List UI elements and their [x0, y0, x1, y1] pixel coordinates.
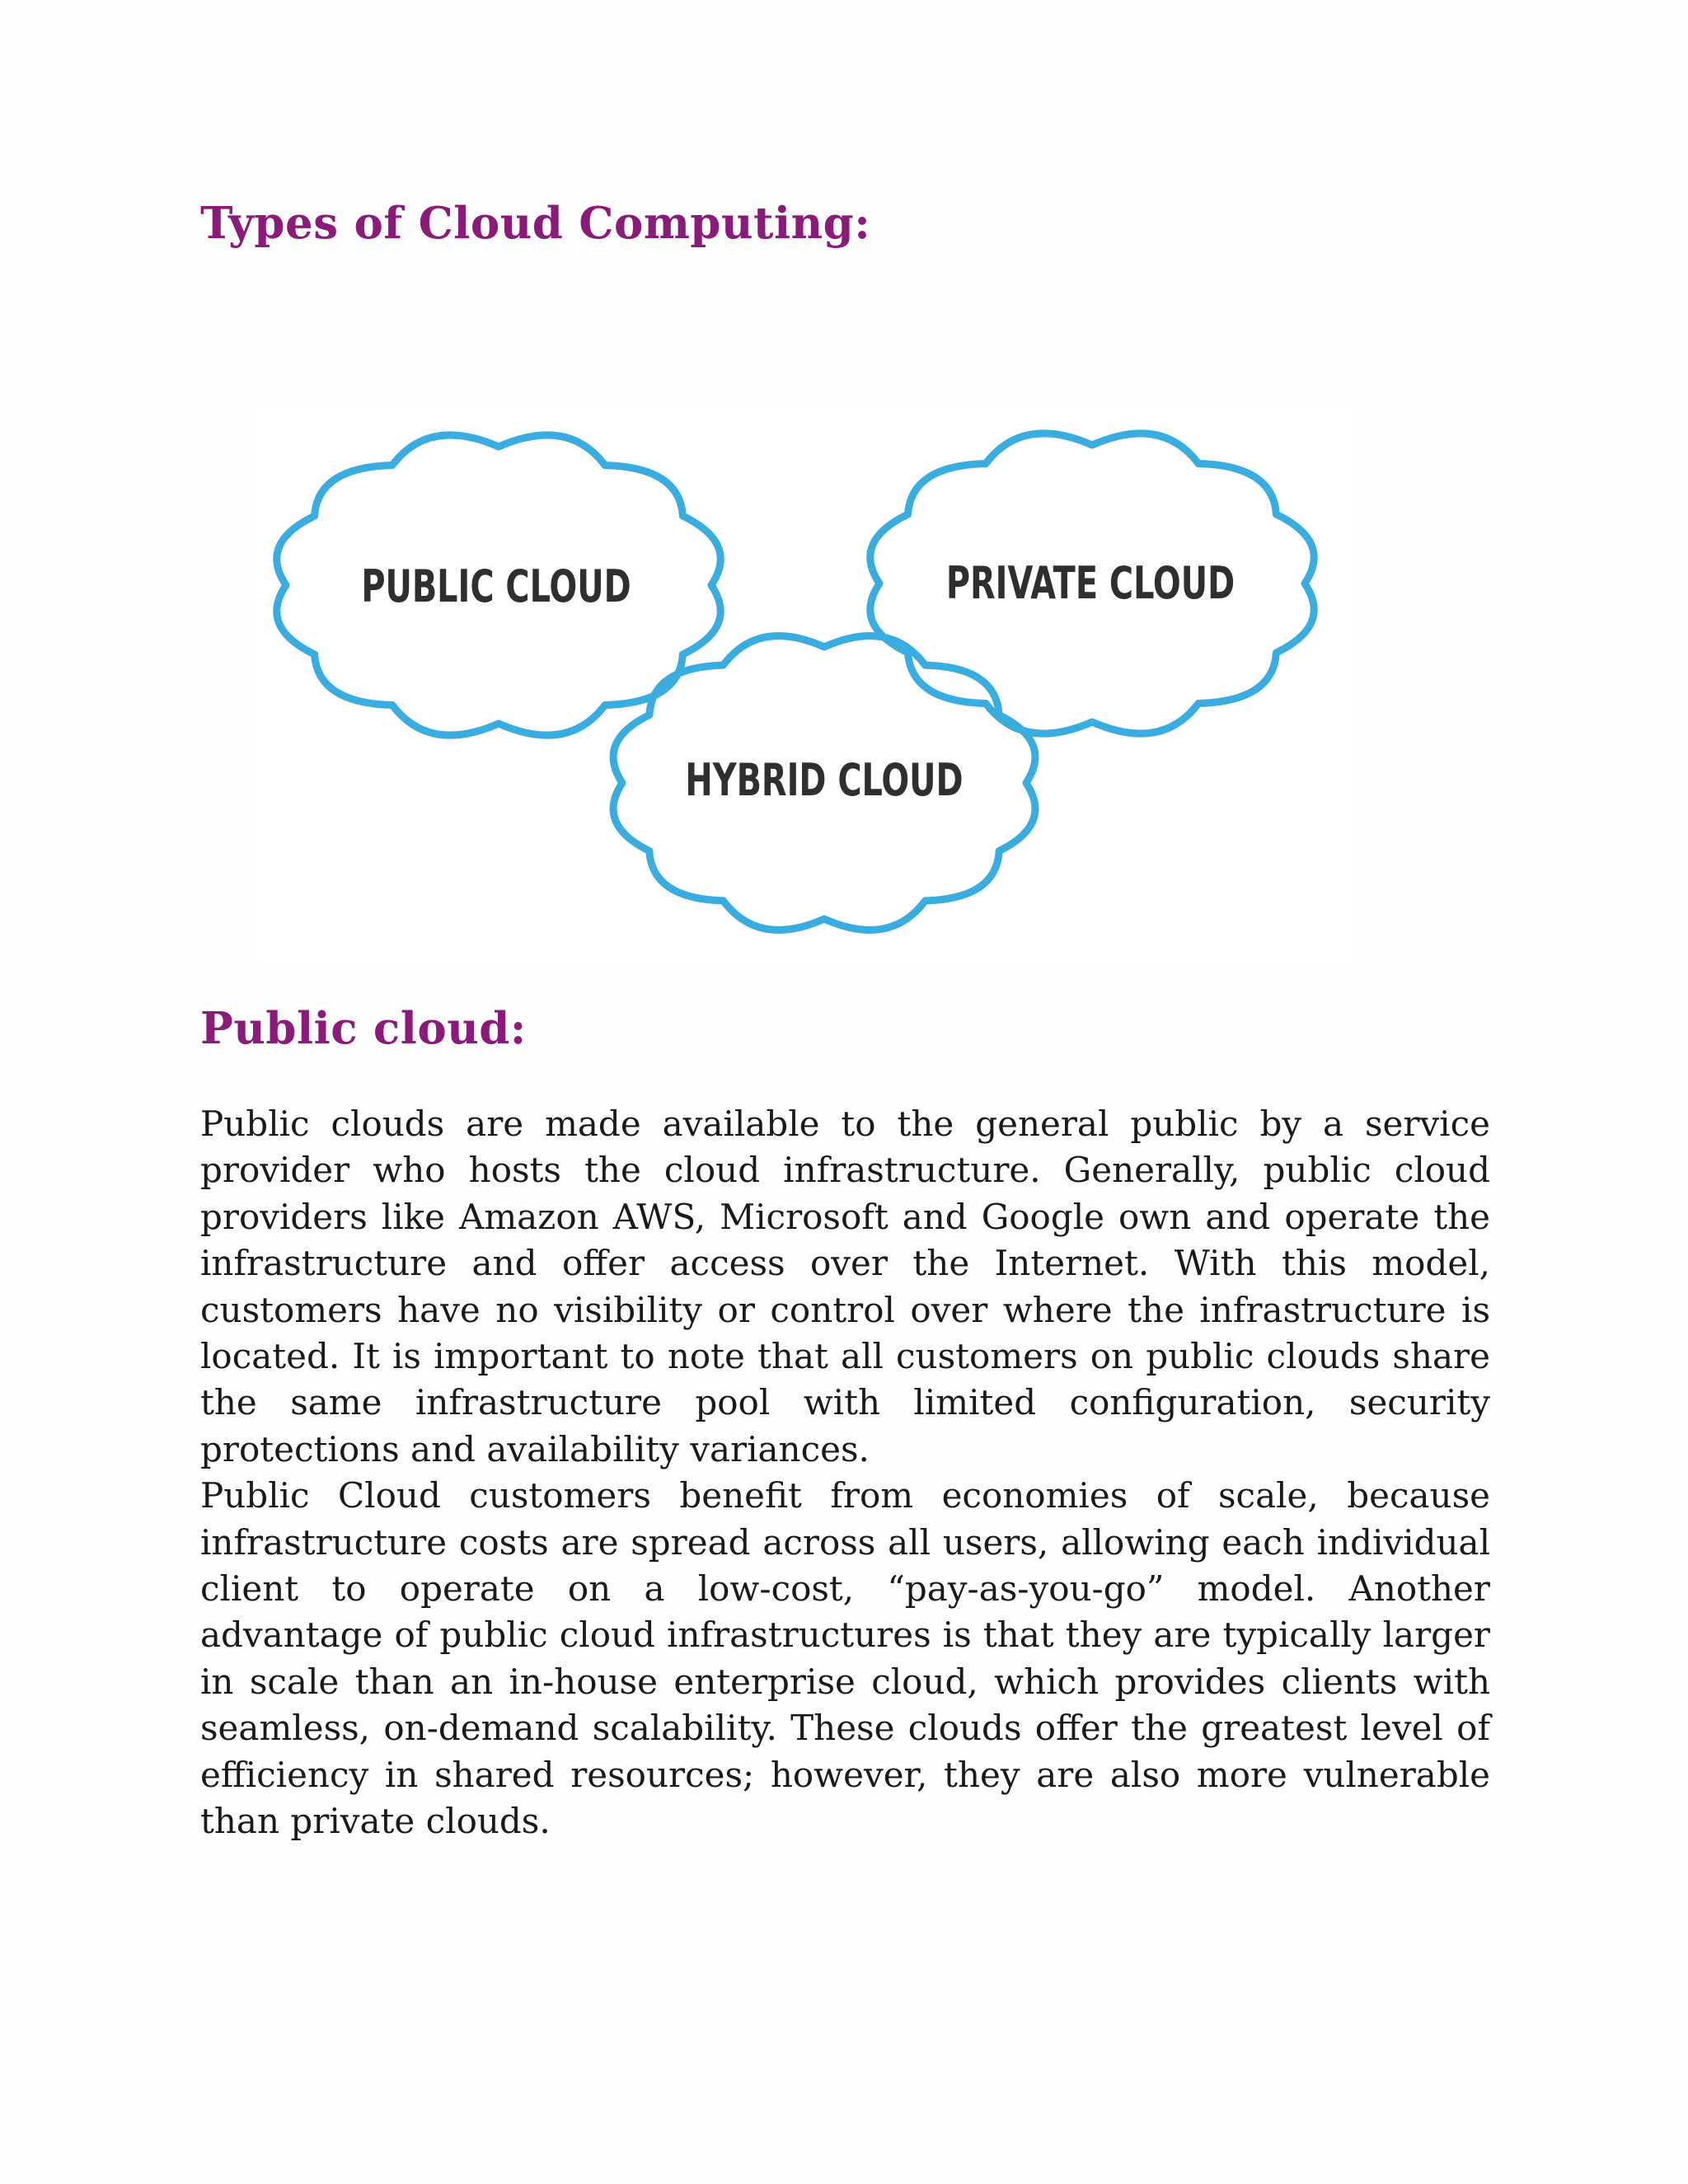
paragraph: Public clouds are made available to the general public by a service provider who hosts the cloud infrastructure. Generally, public cloud providers like Amazon AWS, Microsoft and Google own and operate the infrastructure and offer access over the Internet. With this model, customers have no visibility or control over where the infrastructure is located. It is important to note that all customers on public clouds share the same infrastructure pool with limited configuration, security protections and availability variances.	[200, 1104, 1490, 1469]
page-title: Types of Cloud Computing:	[200, 198, 871, 249]
cloud-types-figure	[256, 404, 1352, 964]
section-body	[200, 1101, 1490, 1845]
private-cloud-label: PRIVATE CLOUD	[945, 556, 1236, 610]
public-cloud-label: PUBLIC CLOUD	[361, 560, 631, 613]
paragraph: Public Cloud customers benefit from economies of scale, because infrastructure costs are spread across all users, allowing each individual client to operate on a low-cost, “pay-as-you-go” model. Another advantage of public cloud infrastructures is that they are typically larger in scale than an in-house enterprise cloud, which provides clients with seamless, on-demand scalability. These clouds offer the greatest level of efficiency in shared resources; however, they are also more vulnerable than private clouds.	[200, 1475, 1490, 1842]
section-heading: Public cloud:	[200, 1003, 527, 1054]
hybrid-cloud-label: HYBRID CLOUD	[685, 753, 964, 807]
cloud-types-diagram	[256, 404, 1352, 964]
